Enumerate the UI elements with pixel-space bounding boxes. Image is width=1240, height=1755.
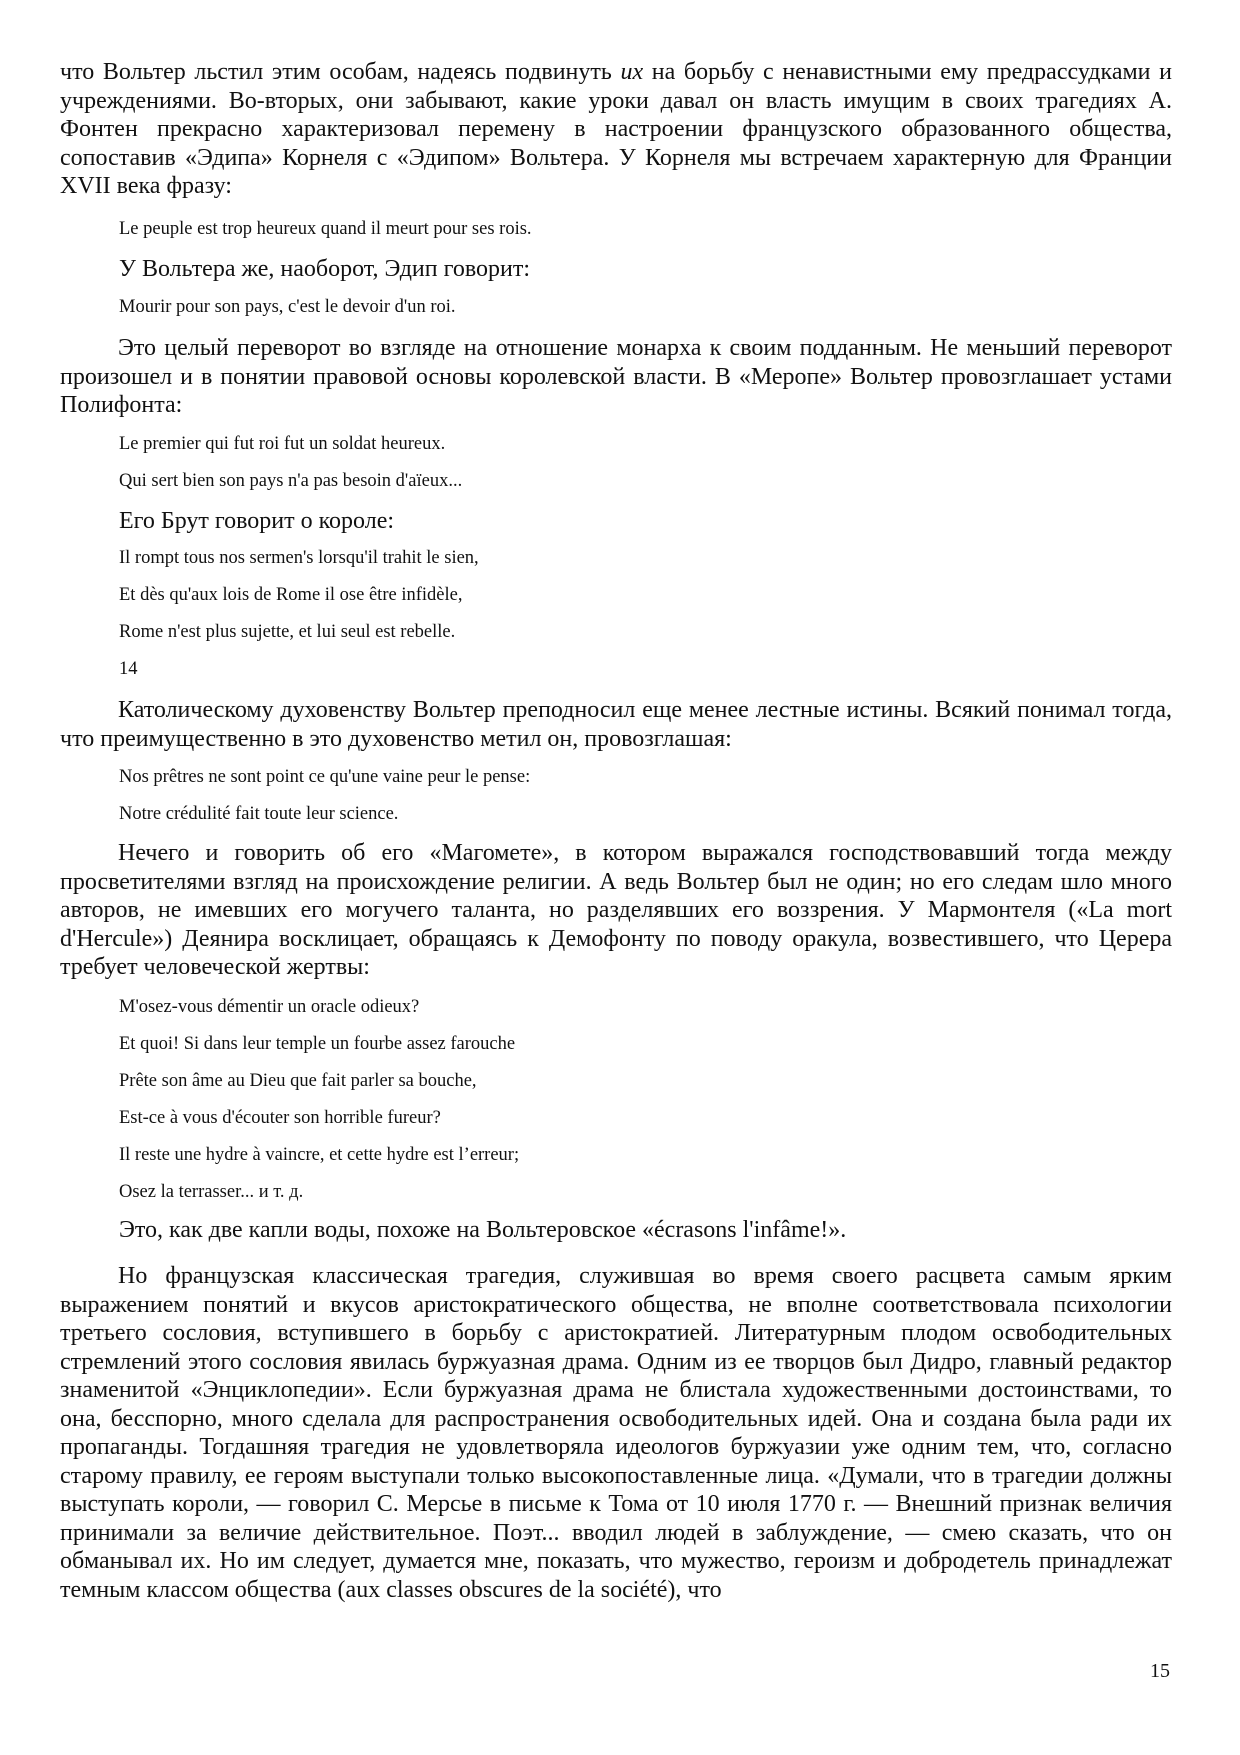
emphasis-text: их [620,59,644,85]
quote-brutus-line-2: Et dès qu'aux lois de Rome il ose être infidèle, [119,585,463,605]
paragraph-2: У Вольтера же, наоборот, Эдип говорит: [119,256,531,282]
quote-marmontel-line-6: Osez la terrasser... и т. д. [119,1182,304,1202]
quote-clergy-line-1: Nos prêtres ne sont point ce qu'une vaine peur le pense: [119,767,531,787]
paragraph-1: что Вольтер льстил этим особам, надеясь подвинуть их на борьбу с ненавистными ему предрассудками и учреждениями. Во-вторых, они забывают, какие уроки давал он власть имущим в своих трагедиях А. Фонтен прекрасно характеризовал перемену в настроении французского образованного общества, сопоставив «Эдипа» Корнеля с «Эдипом» Вольтера. У Корнеля мы встречаем характерную для Франции XVII века фразу: [60,59,1172,199]
paragraph-7: Это, как две капли воды, похоже на Вольтеровское «écrasons l'infâme!». [119,1217,847,1243]
quote-merope-line-2: Qui sert bien son pays n'a pas besoin d'aïeux... [119,471,463,491]
inner-page-number: 14 [119,659,138,679]
quote-marmontel-line-1: M'osez-vous démentir un oracle odieux? [119,997,420,1017]
quote-marmontel-line-3: Prête son âme au Dieu que fait parler sa bouche, [119,1071,477,1091]
quote-corneille: Le peuple est trop heureux quand il meurt pour ses rois. [119,219,532,239]
quote-brutus-line-3: Rome n'est plus sujette, et lui seul est rebelle. [119,622,456,642]
paragraph-4: Его Брут говорит о короле: [119,508,395,534]
quote-clergy-line-2: Notre crédulité fait toute leur science. [119,804,399,824]
quote-marmontel-line-4: Est-ce à vous d'écouter son horrible fureur? [119,1108,441,1128]
quote-marmontel-line-2: Et quoi! Si dans leur temple un fourbe assez farouche [119,1034,516,1054]
paragraph-3: Это целый переворот во взгляде на отношение монарха к своим подданным. Не меньший переворот произошел и в понятии правовой основы королевской власти. В «Меропе» Вольтер провозглашает устами Полифонта: [60,335,1172,418]
page-number: 15 [1150,1660,1170,1682]
quote-voltaire-oedipe: Mourir pour son pays, c'est le devoir d'un roi. [119,297,456,317]
quote-brutus-line-1: Il rompt tous nos sermen's lorsqu'il trahit le sien, [119,548,479,568]
paragraph-6: Нечего и говорить об его «Магомете», в котором выражался господствовавший тогда между просветителями взгляд на происхождение религии. А ведь Вольтер был не один; но его следам шло много авторов, не имевших его могучего таланта, но разделявших его воззрения. У Мармонтеля («La mort d'Hercule») Деянира восклицает, обращаясь к Демофонту по поводу оракула, возвестившего, что Церера требует человеческой жертвы: [60,840,1172,980]
paragraph-5: Католическому духовенству Вольтер преподносил еще менее лестные истины. Всякий понимал тогда, что преимущественно в это духовенство метил он, провозглашая: [60,697,1172,752]
quote-merope-line-1: Le premier qui fut roi fut un soldat heureux. [119,434,446,454]
quote-marmontel-line-5: Il reste une hydre à vaincre, et cette hydre est l’erreur; [119,1145,520,1165]
paragraph-8: Но французская классическая трагедия, служившая во время своего расцвета самым ярким выражением понятий и вкусов аристократического общества, не вполне соответствовала психологии третьего сословия, вступившего в борьбу с аристократией. Литературным плодом освободительных стремлений этого сословия явилась буржуазная драма. Одним из ее творцов был Дидро, главный редактор знаменитой «Энциклопедии». Если буржуазная драма не блистала художественными достоинствами, то она, бесспорно, много сделала для распространения освободительных идей. Она и создана была ради их пропаганды. Тогдашняя трагедия не удовлетворяла идеологов буржуазии уже одним тем, что, согласно старому правилу, ее героям выступали только высокопоставленные лица. «Думали, что в трагедии должны выступать короли, — говорил С. Мерсье в письме к Тома от 10 июля 1770 г. — Внешний признак величия принимали за величие действительное. Поэт... вводил людей в заблуждение, — смею сказать, что он обманывал их. Но им следует, думается мне, показать, что мужество, героизм и добродетель принадлежат темным классом общества (aux classes obscures de la société), что [60,1263,1172,1603]
